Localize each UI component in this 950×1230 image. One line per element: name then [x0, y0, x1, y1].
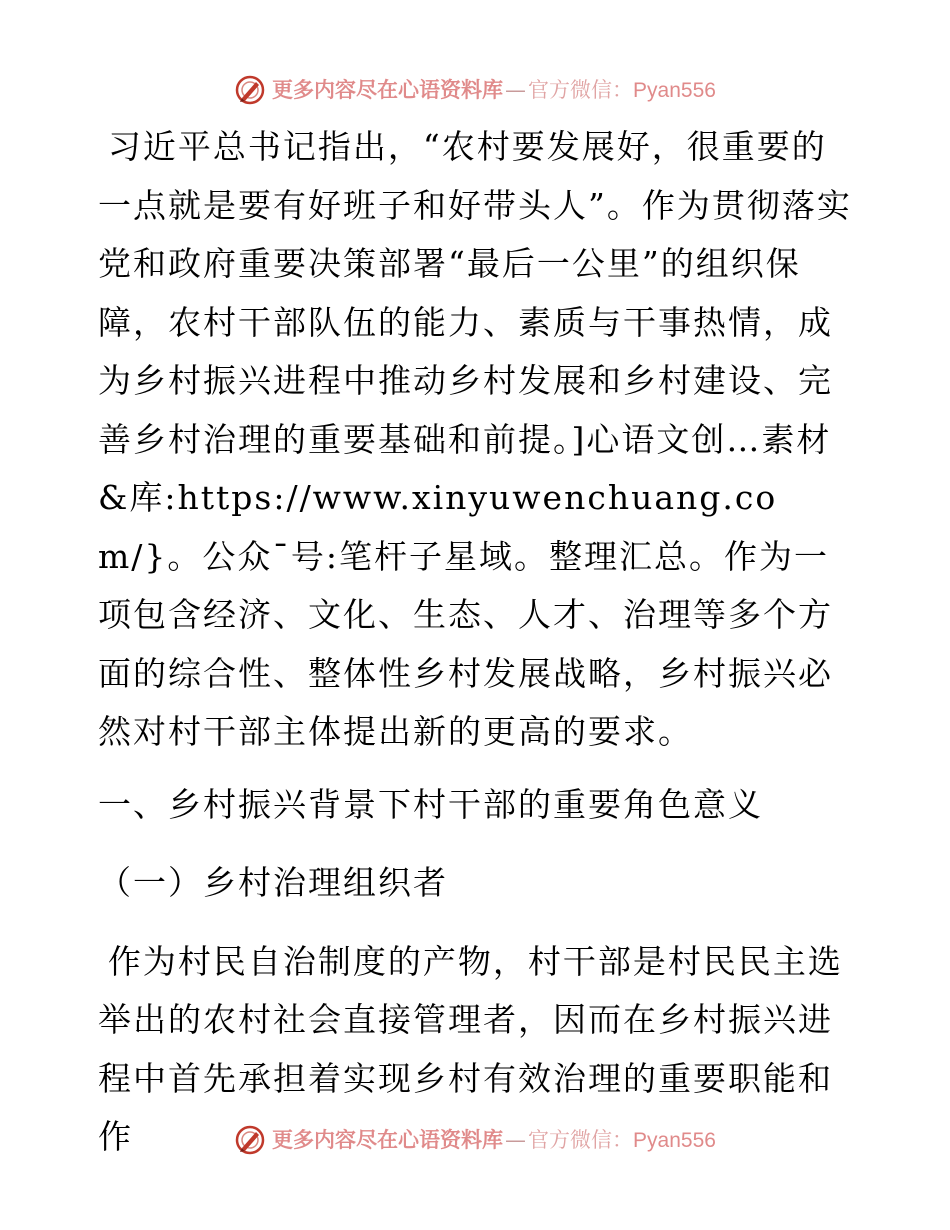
- watermark-main-text: 更多内容尽在心语资料库: [272, 77, 504, 102]
- subsection-heading-1: （一）乡村治理组织者: [98, 863, 448, 902]
- body-paragraph-2: 作为村民自治制度的产物，村干部是村民民主选举出的农村社会直接管理者，因而在乡村振兴进程中首先承担着实现乡村有效治理的重要职能和作: [98, 941, 843, 1156]
- watermark-sub-text: 官方微信：: [528, 1128, 634, 1152]
- body-paragraph-1: 习近平总书记指出，“农村要发展好，很重要的一点就是要有好班子和好带头人”。作为贯彻落实党和政府重要决策部署“最后一公里”的组织保障，农村干部队伍的能力、素质与干事热情，成为乡村振兴进程中推动乡村发展和乡村建设、完善乡村治理的重要基础和前提。]心语文创…素材&库:https://www.xinyuwenchuang.com/}。公众¯号:笔杆子星域。整理汇总。作为一项包含经济、文化、生态、人才、治理等多个方面的综合性、整体性乡村发展战略，乡村振兴必然对村干部主体提出新的更高的要求。: [98, 127, 852, 751]
- brand-logo-icon: [234, 1124, 266, 1156]
- watermark-text: [272, 79, 716, 101]
- watermark-sub-text: 官方微信：: [528, 78, 634, 102]
- watermark-footer: [0, 1122, 950, 1158]
- watermark-dash: —: [505, 78, 527, 102]
- watermark-main-text: 更多内容尽在心语资料库: [272, 1127, 504, 1152]
- document-body: [98, 118, 858, 1167]
- section-heading-1: 一、乡村振兴背景下村干部的重要角色意义: [98, 784, 763, 824]
- watermark-dash: —: [505, 1128, 527, 1152]
- watermark-wechat-id: Pyan556: [633, 79, 716, 102]
- watermark-wechat-id: Pyan556: [633, 1129, 716, 1152]
- brand-logo-icon: [234, 74, 266, 106]
- watermark-header: [0, 72, 950, 108]
- watermark-text: [272, 1129, 716, 1151]
